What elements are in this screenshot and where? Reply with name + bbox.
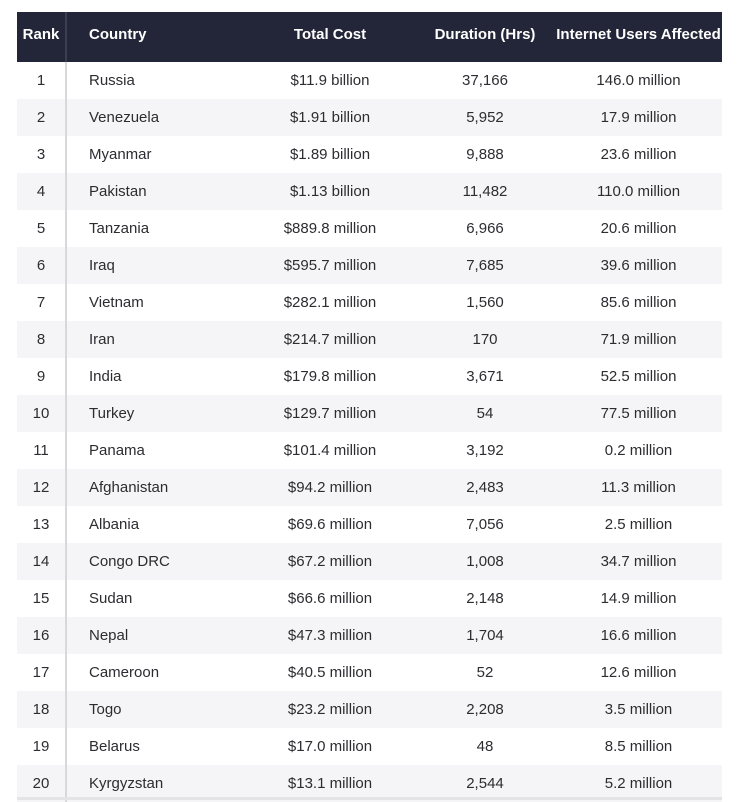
cost-of-internet-shutdowns-table — [17, 12, 722, 802]
users-affected-cell: 5.2 million — [604, 775, 673, 792]
total-cost-cell: $11.9 billion — [290, 72, 370, 89]
country-cell: Sudan — [89, 590, 133, 607]
rank-cell: 2 — [17, 99, 67, 136]
country-cell: Togo — [89, 701, 122, 718]
total-cost-cell: $66.6 million — [287, 590, 373, 607]
rank-cell: 1 — [17, 62, 67, 99]
total-cost-cell: $179.8 million — [283, 368, 377, 385]
duration-cell: 2,483 — [466, 479, 504, 496]
users-affected-cell: 85.6 million — [600, 294, 677, 311]
rank-cell: 11 — [17, 432, 67, 469]
table-row — [17, 136, 722, 173]
rank-cell: 19 — [17, 728, 67, 765]
total-cost-cell: $214.7 million — [283, 331, 377, 348]
rank-cell: 7 — [17, 284, 67, 321]
country-cell: Kyrgyzstan — [89, 775, 164, 792]
country-cell: Afghanistan — [89, 479, 169, 496]
total-cost-cell: $595.7 million — [283, 257, 377, 274]
duration-cell: 2,544 — [466, 775, 504, 792]
users-affected-cell: 8.5 million — [604, 738, 673, 755]
total-cost-cell: $1.89 billion — [289, 146, 371, 163]
total-cost-cell: $129.7 million — [283, 405, 377, 422]
users-affected-cell: 0.2 million — [604, 442, 673, 459]
rank-cell: 14 — [17, 543, 67, 580]
total-cost-cell: $13.1 million — [287, 775, 373, 792]
users-affected-cell: 52.5 million — [600, 368, 677, 385]
duration-cell: 1,560 — [466, 294, 504, 311]
rank-cell: 5 — [17, 210, 67, 247]
country-cell: Panama — [89, 442, 145, 459]
duration-cell: 11,482 — [462, 183, 508, 200]
rank-cell: 15 — [17, 580, 67, 617]
header-cell-duration: Duration (Hrs) — [434, 26, 536, 43]
total-cost-cell: $1.91 billion — [289, 109, 371, 126]
users-affected-cell: 39.6 million — [600, 257, 677, 274]
country-cell: Congo DRC — [89, 553, 170, 570]
table-row — [17, 432, 722, 469]
duration-cell: 48 — [476, 738, 494, 755]
rank-cell: 12 — [17, 469, 67, 506]
duration-cell: 1,704 — [466, 627, 504, 644]
rank-cell: 4 — [17, 173, 67, 210]
rank-cell: 16 — [17, 617, 67, 654]
table-row — [17, 321, 722, 358]
users-affected-cell: 3.5 million — [604, 701, 673, 718]
duration-cell: 52 — [476, 664, 494, 681]
duration-cell: 3,671 — [466, 368, 504, 385]
users-affected-cell: 17.9 million — [600, 109, 677, 126]
total-cost-cell: $69.6 million — [287, 516, 373, 533]
rank-cell: 8 — [17, 321, 67, 358]
table-row — [17, 284, 722, 321]
country-cell: Turkey — [89, 405, 135, 422]
duration-cell: 3,192 — [466, 442, 504, 459]
rank-cell: 6 — [17, 247, 67, 284]
country-cell: Nepal — [89, 627, 129, 644]
table-row — [17, 617, 722, 654]
country-cell: Pakistan — [89, 183, 147, 200]
total-cost-cell: $67.2 million — [287, 553, 373, 570]
country-cell: India — [89, 368, 122, 385]
duration-cell: 2,148 — [466, 590, 504, 607]
table-header-row — [17, 12, 722, 62]
table-row — [17, 654, 722, 691]
table-row — [17, 395, 722, 432]
total-cost-cell: $282.1 million — [283, 294, 377, 311]
header-cell-country: Country — [89, 26, 147, 43]
header-cell-total-cost: Total Cost — [293, 26, 367, 43]
table-row — [17, 506, 722, 543]
users-affected-cell: 12.6 million — [600, 664, 677, 681]
country-cell: Albania — [89, 516, 140, 533]
users-affected-cell: 11.3 million — [601, 479, 676, 496]
total-cost-cell: $1.13 billion — [289, 183, 371, 200]
users-affected-cell: 14.9 million — [600, 590, 677, 607]
total-cost-cell: $101.4 million — [283, 442, 377, 459]
total-cost-cell: $17.0 million — [287, 738, 373, 755]
users-affected-cell: 20.6 million — [600, 220, 677, 237]
rank-cell: 10 — [17, 395, 67, 432]
rank-cell: 17 — [17, 654, 67, 691]
duration-cell: 37,166 — [462, 72, 508, 89]
users-affected-cell: 23.6 million — [600, 146, 677, 163]
users-affected-cell: 71.9 million — [600, 331, 677, 348]
duration-cell: 1,008 — [466, 553, 504, 570]
header-cell-users-affected: Internet Users Affected — [556, 26, 721, 43]
total-cost-cell: $40.5 million — [287, 664, 373, 681]
table-row — [17, 691, 722, 728]
users-affected-cell: 146.0 million — [596, 72, 681, 89]
total-cost-cell: $94.2 million — [287, 479, 373, 496]
table-row — [17, 62, 722, 99]
table-row — [17, 210, 722, 247]
country-cell: Tanzania — [89, 220, 150, 237]
duration-cell: 9,888 — [466, 146, 504, 163]
rank-cell: 18 — [17, 691, 67, 728]
country-cell: Belarus — [89, 738, 140, 755]
duration-cell: 5,952 — [466, 109, 504, 126]
duration-cell: 170 — [472, 331, 498, 348]
table-row — [17, 469, 722, 506]
country-cell: Vietnam — [89, 294, 144, 311]
users-affected-cell: 110.0 million — [596, 183, 681, 200]
table-row — [17, 358, 722, 395]
users-affected-cell: 77.5 million — [600, 405, 677, 422]
total-cost-cell: $889.8 million — [283, 220, 377, 237]
table-body — [17, 62, 722, 802]
total-cost-cell: $23.2 million — [287, 701, 373, 718]
rank-cell: 9 — [17, 358, 67, 395]
table-row — [17, 728, 722, 765]
table-row — [17, 247, 722, 284]
table-row — [17, 543, 722, 580]
users-affected-cell: 34.7 million — [600, 553, 677, 570]
duration-cell: 7,685 — [466, 257, 504, 274]
country-cell: Iraq — [89, 257, 115, 274]
duration-cell: 2,208 — [466, 701, 504, 718]
rank-cell: 13 — [17, 506, 67, 543]
duration-cell: 54 — [476, 405, 494, 422]
users-affected-cell: 2.5 million — [604, 516, 673, 533]
table-row — [17, 173, 722, 210]
country-cell: Iran — [89, 331, 115, 348]
country-cell: Myanmar — [89, 146, 152, 163]
table-row — [17, 580, 722, 617]
rank-cell: 3 — [17, 136, 67, 173]
country-cell: Russia — [89, 72, 135, 89]
total-cost-cell: $47.3 million — [287, 627, 373, 644]
duration-cell: 7,056 — [466, 516, 504, 533]
country-cell: Venezuela — [89, 109, 160, 126]
rank-cell: 20 — [17, 765, 67, 802]
users-affected-cell: 16.6 million — [600, 627, 677, 644]
table-row — [17, 99, 722, 136]
duration-cell: 6,966 — [466, 220, 504, 237]
country-cell: Cameroon — [89, 664, 160, 681]
header-cell-rank: Rank — [17, 12, 67, 62]
